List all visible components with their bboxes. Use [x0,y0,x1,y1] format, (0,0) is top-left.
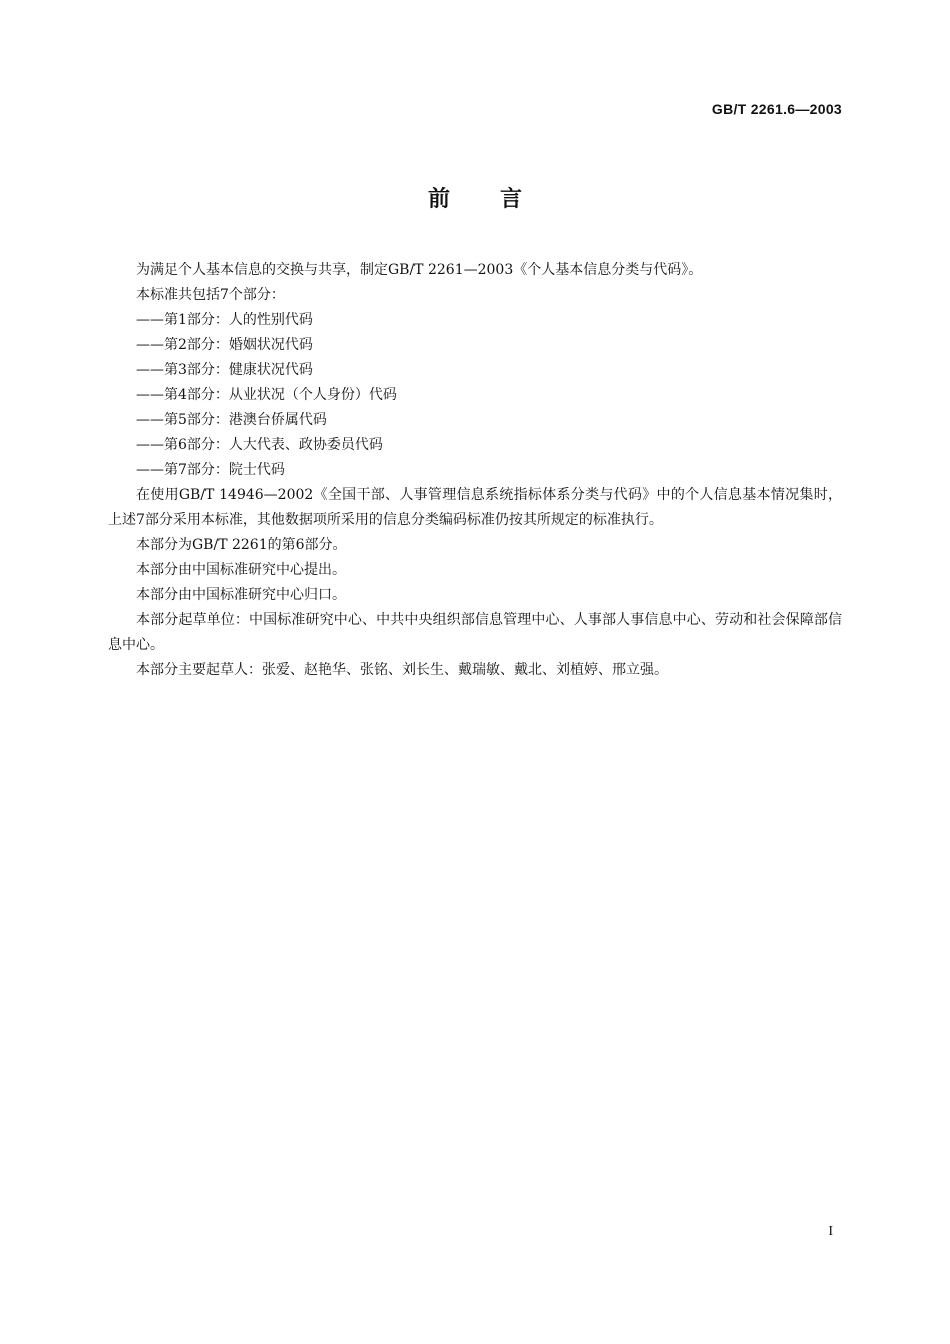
paragraph-proposer: 本部分由中国标准研究中心提出。 [136,562,346,578]
foreword-body [108,258,842,683]
list-item-part-5: ——第5部分：港澳台侨属代码 [136,412,327,428]
paragraph-administrator: 本部分由中国标准研究中心归口。 [136,587,346,603]
list-item-part-2: ——第2部分：婚姻状况代码 [136,337,313,353]
list-item-part-7: ——第7部分：院士代码 [136,462,285,478]
page-number: I [828,1224,833,1239]
paragraph-purpose: 为满足个人基本信息的交换与共享，制定GB/T 2261—2003《个人基本信息分类与代码》。 [136,262,703,278]
list-item-part-1: ——第1部分：人的性别代码 [136,312,313,328]
paragraph-drafters: 本部分主要起草人：张爱、赵艳华、张铭、刘长生、戴瑞敏、戴北、刘植婷、邢立强。 [136,662,668,678]
paragraph-drafting-units: 本部分起草单位：中国标准研究中心、中共中央组织部信息管理中心、人事部人事信息中心、劳动和社会保障部信息中心。 [108,612,842,653]
standard-code: GB/T 2261.6—2003 [711,101,842,117]
list-item-part-3: ——第3部分：健康状况代码 [136,362,313,378]
paragraph-part-number: 本部分为GB/T 2261的第6部分。 [136,537,347,553]
page-title: 前言 [427,187,572,212]
paragraph-parts-intro: 本标准共包括7个部分： [136,287,285,303]
list-item-part-6: ——第6部分：人大代表、政协委员代码 [136,437,383,453]
list-item-part-4: ——第4部分：从业状况（个人身份）代码 [136,387,397,403]
paragraph-usage: 在使用GB/T 14946—2002《全国干部、人事管理信息系统指标体系分类与代码》中的个人信息基本情况集时，上述7部分采用本标准，其他数据项所采用的信息分类编码标准仍按其所规定的标准执行。 [108,487,842,528]
